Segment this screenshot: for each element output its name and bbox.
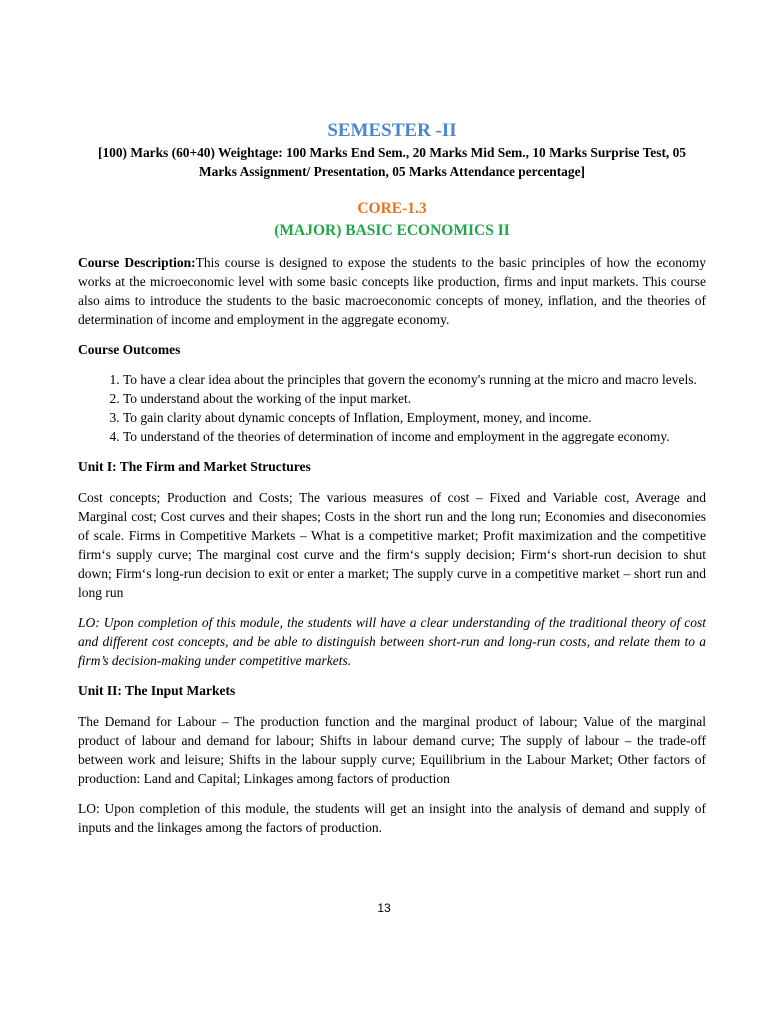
course-outcomes-list bbox=[78, 370, 706, 446]
semester-title: SEMESTER -II bbox=[327, 120, 457, 141]
marks-weightage: [100) Marks (60+40) Weightage: 100 Marks End Sem., 20 Marks Mid Sem., 10 Marks Surprise Test, 05 Marks Assignment/ Presentation, 05 Marks Attendance percentage] bbox=[97, 145, 686, 179]
unit2-learning-outcome: LO: Upon completion of this module, the students will get an insight into the analysis of demand and supply of inputs and the linkages among the factors of production. bbox=[78, 801, 706, 835]
unit1-heading: Unit I: The Firm and Market Structures bbox=[78, 459, 311, 474]
unit1-learning-outcome: LO: Upon completion of this module, the students will have a clear understanding of the traditional theory of cost and different cost concepts, and be able to distinguish between short-run and long-run costs, and relate them to a firm’s decision-making under competitive markets. bbox=[78, 615, 706, 668]
outcome-item: 1. To have a clear idea about the principles that govern the economy's running at the micro and macro levels. bbox=[123, 370, 706, 389]
unit2-content: The Demand for Labour – The production function and the marginal product of labour; Value of the marginal product of labour and demand for labour; Shifts in labour demand curve; The supply of labour – the trade-off between work and leisure; Shifts in the labour supply curve; Equilibrium in the Labour Market; Other factors of production: Land and Capital; Linkages among factors of production bbox=[78, 714, 706, 786]
course-name: (MAJOR) BASIC ECONOMICS II bbox=[274, 222, 510, 239]
page-content bbox=[78, 118, 706, 837]
title-block bbox=[78, 118, 706, 242]
unit1-content: Cost concepts; Production and Costs; The various measures of cost – Fixed and Variable cost, Average and Marginal cost; Cost curves and their shapes; Costs in the short run and the long run; Economies and diseconomies of scale. Firms in Competitive Markets – What is a competitive market; Profit maximization and the competitive firm‘s supply curve; The marginal cost curve and the firm‘s supply decision; Firm‘s short-run decision to shut down; Firm‘s long-run decision to exit or enter a market; The supply curve in a competitive market – short run and long run bbox=[78, 490, 706, 600]
outcome-item: 4. To understand of the theories of determination of income and employment in the aggregate economy. bbox=[123, 427, 706, 446]
course-outcomes-heading: Course Outcomes bbox=[78, 342, 181, 357]
course-description-text: This course is designed to expose the students to the basic principles of how the economy works at the microeconomic level with some basic concepts like production, firms and input markets. This course also aims to introduce the students to the basic macroeconomic concepts of money, inflation, and the theories of determination of income and employment in the aggregate economy. bbox=[78, 255, 706, 327]
page-number: 13 bbox=[377, 901, 391, 915]
unit2-heading: Unit II: The Input Markets bbox=[78, 683, 236, 698]
course-description bbox=[78, 253, 706, 329]
outcome-item: 3. To gain clarity about dynamic concepts of Inflation, Employment, money, and income. bbox=[123, 408, 706, 427]
course-description-label: Course Description: bbox=[78, 255, 196, 270]
core-code: CORE-1.3 bbox=[357, 200, 427, 217]
outcome-item: 2. To understand about the working of the input market. bbox=[123, 389, 706, 408]
